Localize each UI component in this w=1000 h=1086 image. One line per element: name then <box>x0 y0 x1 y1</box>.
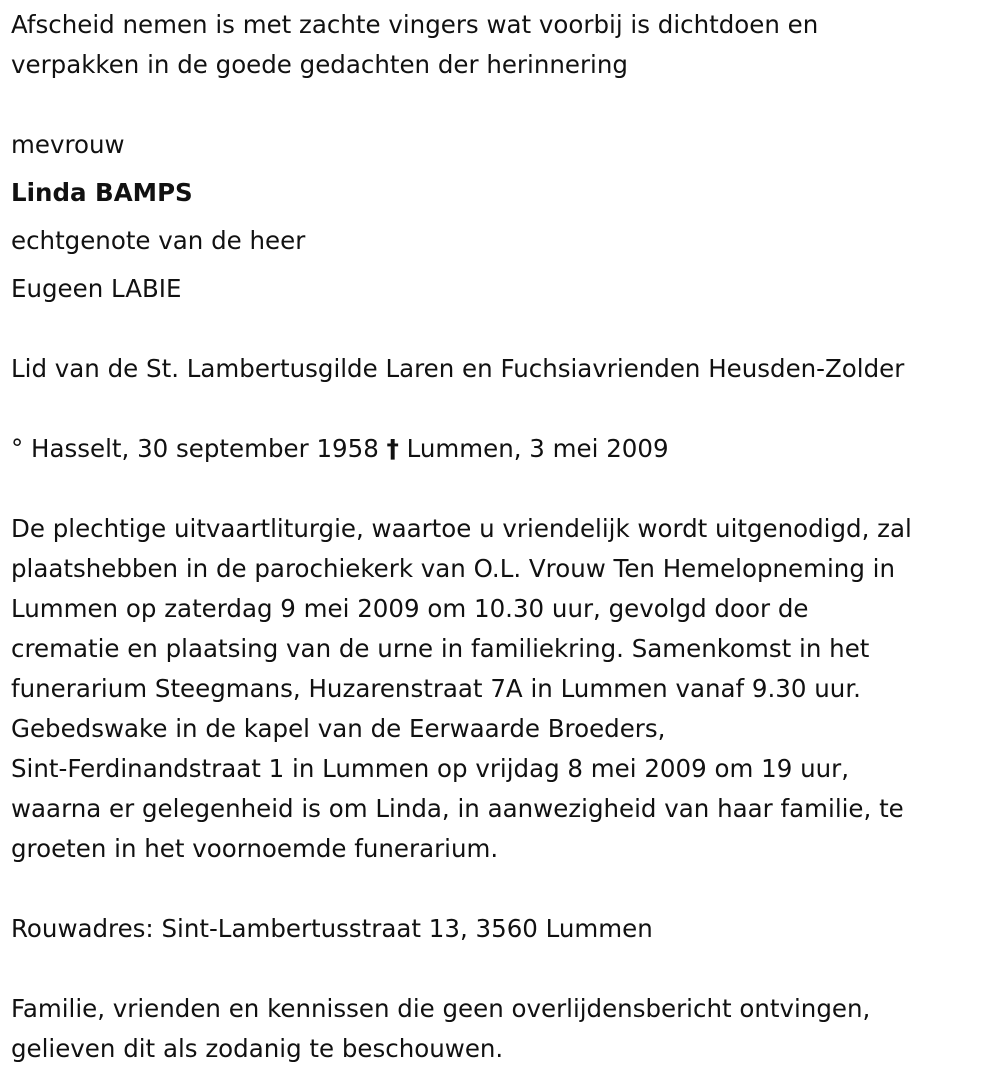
closing-line: Familie, vrienden en kennissen die geen overlijdensbericht ontvingen, <box>11 994 871 1023</box>
dates-line <box>11 429 996 469</box>
funeral-line: Gebedswake in de kapel van de Eerwaarde Broeders, <box>11 714 666 743</box>
membership-text: Lid van de St. Lambertusgilde Laren en Fuchsiavrienden Heusden-Zolder <box>11 354 905 383</box>
funeral-details <box>11 509 996 869</box>
birth-symbol: ° <box>11 434 24 463</box>
deceased-info <box>11 125 996 165</box>
funeral-line: groeten in het voornoemde funerarium. <box>11 834 499 863</box>
deceased-title: mevrouw <box>11 130 125 159</box>
membership-block <box>11 349 996 389</box>
spouse-block <box>11 269 996 309</box>
spouse-name: Eugeen LABIE <box>11 274 182 303</box>
deceased-name: Linda BAMPS <box>11 178 193 207</box>
motto-line: Afscheid nemen is met zachte vingers wat voorbij is dichtdoen en <box>11 10 819 39</box>
funeral-line: funerarium Steegmans, Huzarenstraat 7A in Lummen vanaf 9.30 uur. <box>11 674 861 703</box>
funeral-line: crematie en plaatsing van de urne in familiekring. Samenkomst in het <box>11 634 870 663</box>
funeral-line: De plechtige uitvaartliturgie, waartoe u vriendelijk wordt uitgenodigd, zal <box>11 514 912 543</box>
closing-line: gelieven dit als zodanig te beschouwen. <box>11 1034 504 1063</box>
cross-icon: † <box>386 434 399 463</box>
funeral-line: plaatshebben in de parochiekerk van O.L. Vrouw Ten Hemelopneming in <box>11 554 896 583</box>
funeral-line: Sint-Ferdinandstraat 1 in Lummen op vrijdag 8 mei 2009 om 19 uur, <box>11 754 850 783</box>
deceased-name-block <box>11 173 996 213</box>
closing-note <box>11 989 996 1069</box>
motto <box>11 5 996 85</box>
deceased-relation: echtgenote van de heer <box>11 226 306 255</box>
address-block <box>11 909 996 949</box>
funeral-line: waarna er gelegenheid is om Linda, in aanwezigheid van haar familie, te <box>11 794 904 823</box>
birth-info: Hasselt, 30 september 1958 <box>31 434 379 463</box>
mourning-address: Rouwadres: Sint-Lambertusstraat 13, 3560 Lummen <box>11 914 653 943</box>
motto-line: verpakken in de goede gedachten der herinnering <box>11 50 628 79</box>
funeral-line: Lummen op zaterdag 9 mei 2009 om 10.30 uur, gevolgd door de <box>11 594 809 623</box>
dates-block <box>11 429 996 469</box>
death-info: Lummen, 3 mei 2009 <box>406 434 669 463</box>
relation-block <box>11 221 996 261</box>
